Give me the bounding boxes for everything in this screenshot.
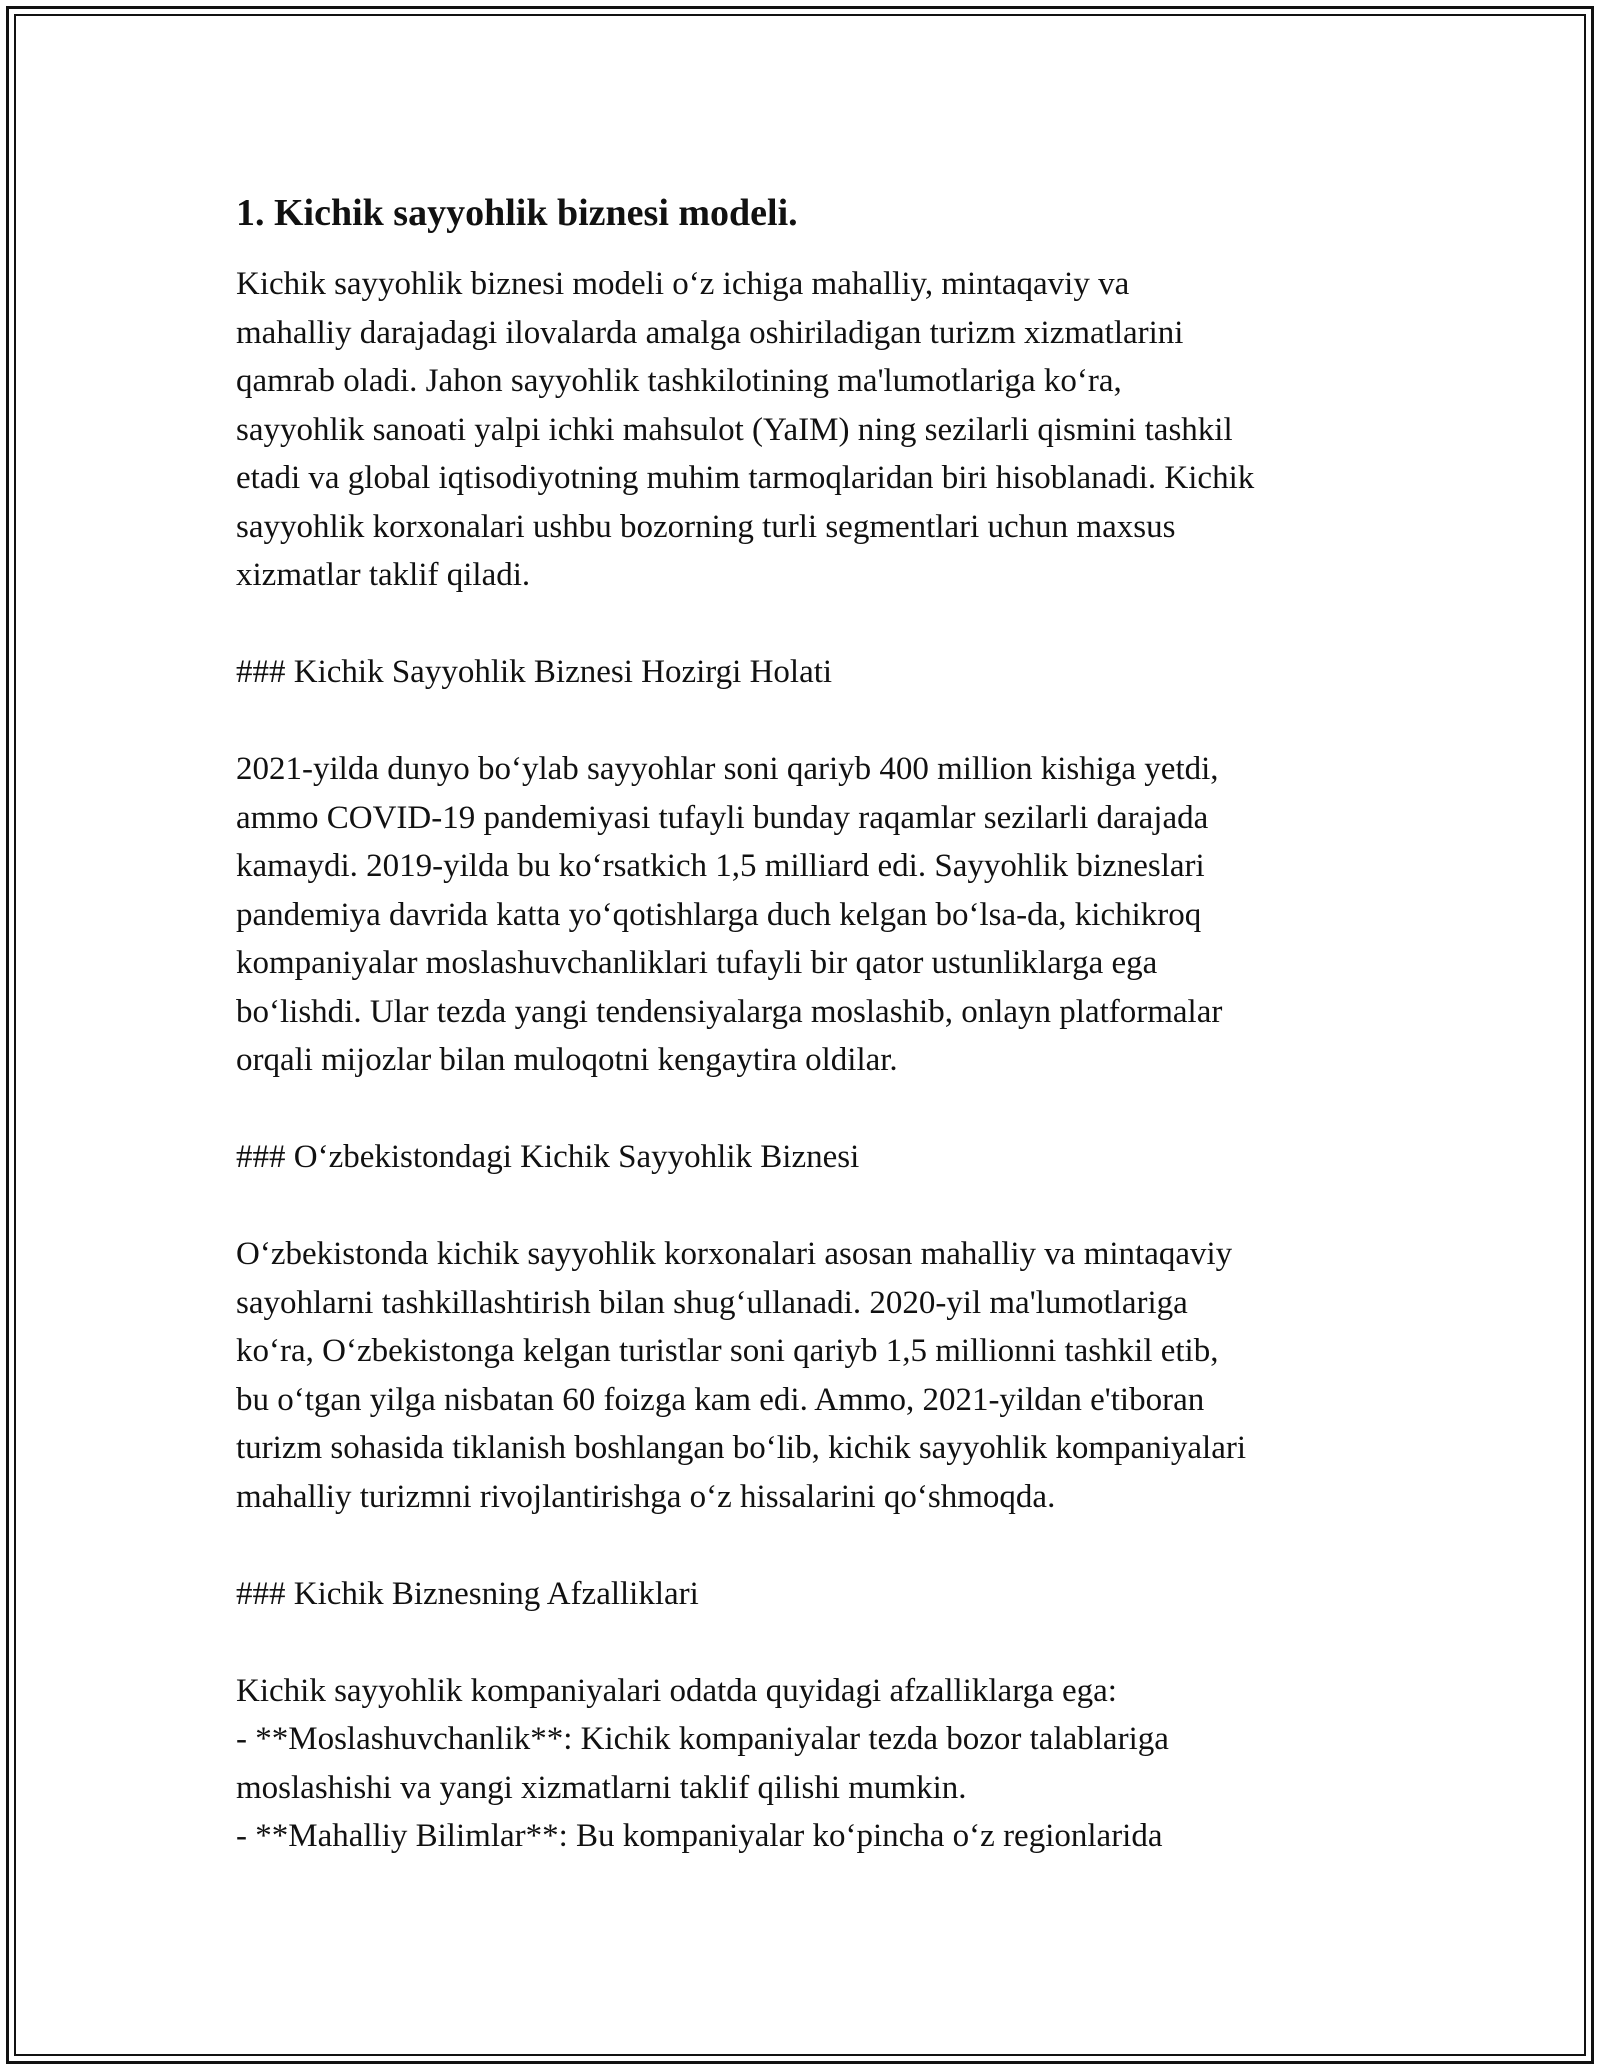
text-line: O‘zbekistonda kichik sayyohlik korxonalari asosan mahalliy va mintaqaviy — [236, 1236, 1233, 1272]
text-line: pandemiya davrida katta yo‘qotishlarga duch kelgan bo‘lsa-da, kichikroq — [236, 896, 1202, 933]
heading-text: ### O‘zbekistondagi Kichik Sayyohlik Biznesi — [236, 1139, 860, 1175]
text-line: ko‘ra, O‘zbekistonga kelgan turistlar soni qariyb 1,5 millionni tashkil etib, — [236, 1333, 1219, 1369]
text-line: 2021-yilda dunyo bo‘ylab sayyohlar soni qariyb 400 million kishiga yetdi, — [236, 751, 1219, 787]
document-body — [236, 188, 1386, 1861]
text-line: sayyohlik sanoati yalpi ichki mahsulot (YaIM) ning sezilarli qismini tashkil — [236, 411, 1233, 448]
blank-line — [236, 1618, 1386, 1667]
text-line: ammo COVID-19 pandemiyasi tufayli bunday raqamlar sezilarli darajada — [236, 799, 1209, 836]
document-title: 1. Kichik sayyohlik biznesi modeli. — [236, 192, 798, 234]
heading-text: ### Kichik Sayyohlik Biznesi Hozirgi Holati — [236, 654, 833, 690]
text-line: Kichik sayyohlik kompaniyalari odatda quyidagi afzalliklarga ega: — [236, 1672, 1117, 1709]
text-line: qamrab oladi. Jahon sayyohlik tashkilotining ma'lumotlariga ko‘ra, — [236, 363, 1122, 399]
blank-line — [236, 1521, 1386, 1570]
text-line: mahalliy darajadagi ilovalarda amalga oshiriladigan turizm xizmatlarini — [236, 314, 1184, 351]
text-line: mahalliy turizmni rivojlantirishga o‘z hissalarini qo‘shmoqda. — [236, 1478, 1056, 1515]
list-item: - **Mahalliy Bilimlar**: Bu kompaniyalar ko‘pincha o‘z regionlarida — [236, 1818, 1163, 1854]
section-heading-current-state — [236, 648, 1386, 697]
blank-line — [236, 697, 1386, 746]
text-line: etadi va global iqtisodiyotning muhim tarmoqlaridan biri hisoblanadi. Kichik — [236, 460, 1255, 496]
text-line: xizmatlar taklif qiladi. — [236, 557, 531, 593]
text-line: bu o‘tgan yilga nisbatan 60 foizga kam edi. Ammo, 2021-yildan e'tiboran — [236, 1381, 1205, 1418]
text-line: sayohlarni tashkillashtirish bilan shug‘ullanadi. 2020-yil ma'lumotlariga — [236, 1284, 1188, 1321]
text-line: kamaydi. 2019-yilda bu ko‘rsatkich 1,5 milliard edi. Sayyohlik bizneslari — [236, 848, 1205, 884]
section-heading-uzbekistan — [236, 1133, 1386, 1182]
text-line: kompaniyalar moslashuvchanliklari tufayli bir qator ustunliklarga ega — [236, 945, 1158, 981]
heading-text: ### Kichik Biznesning Afzalliklari — [236, 1575, 699, 1612]
text-line: orqali mijozlar bilan muloqotni kengaytira oldilar. — [236, 1042, 898, 1078]
text-line: sayyohlik korxonalari ushbu bozorning turli segmentlari uchun maxsus — [236, 508, 1176, 545]
blank-line — [236, 1182, 1386, 1231]
blank-line — [236, 600, 1386, 649]
text-line: Kichik sayyohlik biznesi modeli o‘z ichiga mahalliy, mintaqaviy va — [236, 266, 1130, 302]
intro-paragraph — [236, 260, 1386, 600]
section-paragraph-current-state — [236, 745, 1386, 1085]
list-item: - **Moslashuvchanlik**: Kichik kompaniyalar tezda bozor talablariga — [236, 1721, 1169, 1757]
section-heading-advantages — [236, 1570, 1386, 1619]
text-line: turizm sohasida tiklanish boshlangan bo‘lib, kichik sayyohlik kompaniyalari — [236, 1430, 1246, 1466]
text-line: bo‘lishdi. Ular tezda yangi tendensiyalarga moslashib, onlayn platformalar — [236, 993, 1223, 1030]
blank-line — [236, 1085, 1386, 1134]
section-paragraph-uzbekistan — [236, 1230, 1386, 1521]
section-paragraph-advantages — [236, 1667, 1386, 1861]
text-line: moslashishi va yangi xizmatlarni taklif qilishi mumkin. — [236, 1769, 967, 1806]
